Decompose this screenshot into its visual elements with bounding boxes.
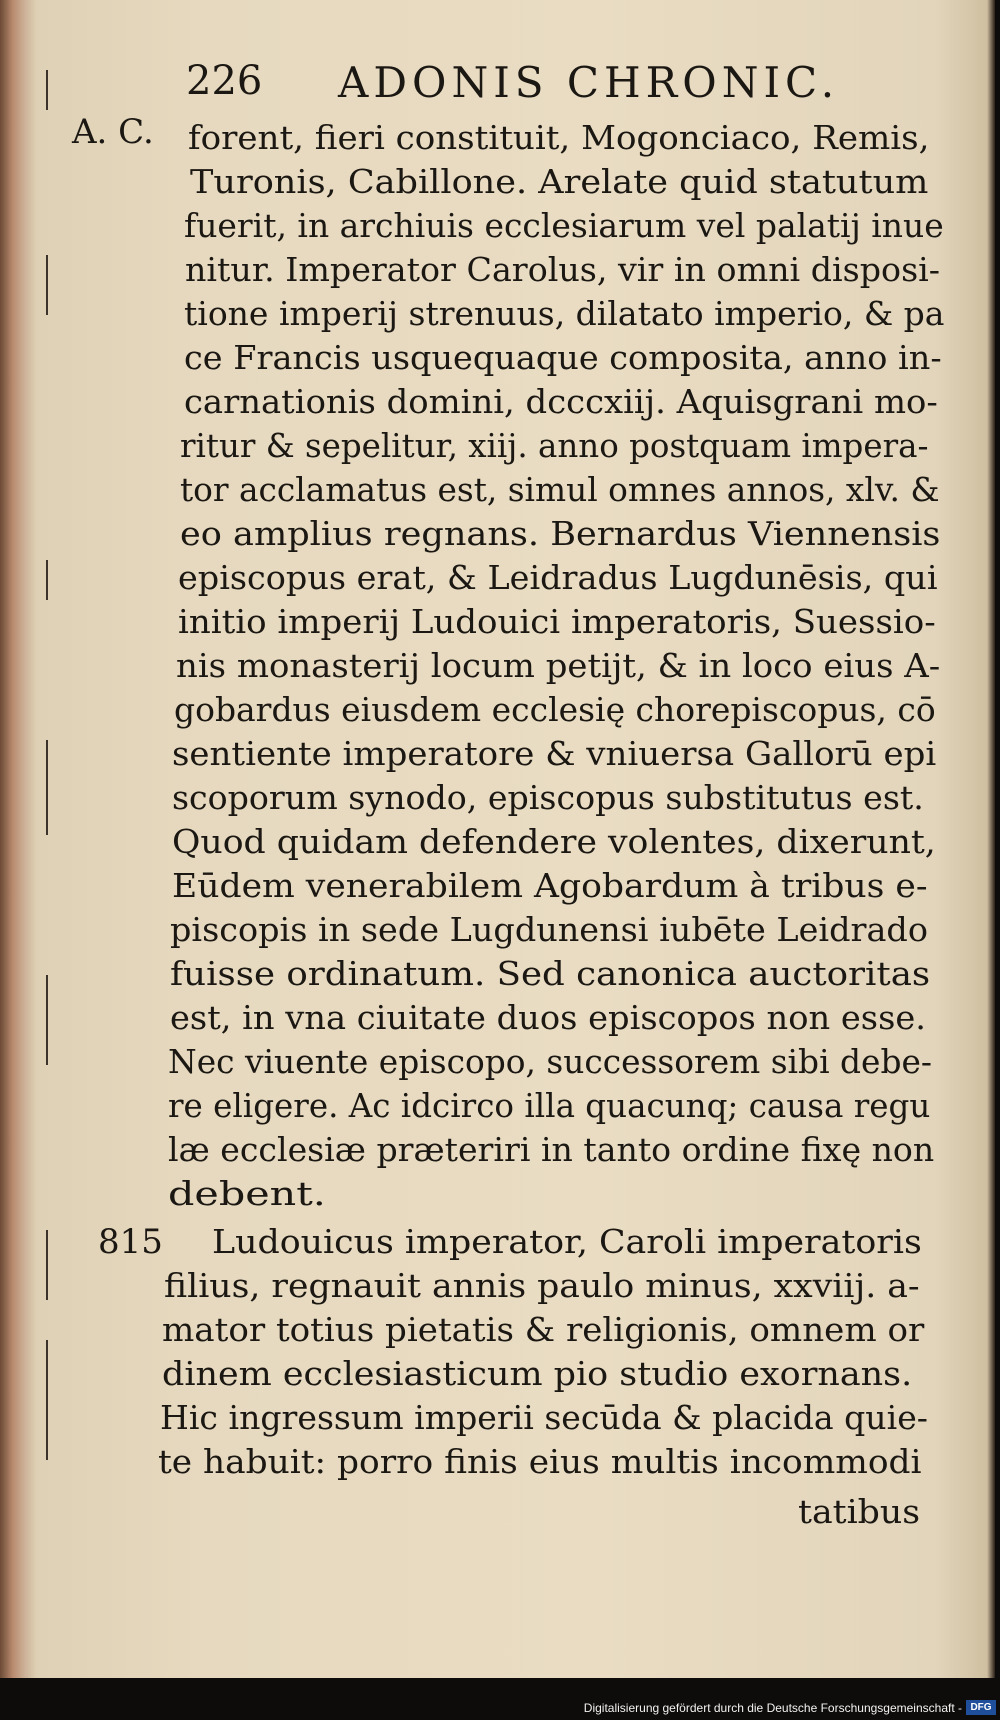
- text-line: debent.: [168, 1174, 326, 1213]
- dfg-logo: DFG: [966, 1700, 996, 1715]
- text-line: eo amplius regnans. Bernardus Viennensis: [180, 514, 941, 553]
- margin-rule: [46, 70, 48, 110]
- text-line: piscopis in sede Lugdunensi iubēte Leidrado: [170, 910, 928, 949]
- text-line: episcopus erat, & Leidradus Lugdunēsis, qui: [178, 558, 938, 597]
- margin-rule: [46, 560, 48, 600]
- text-line: ritur & sepelitur, xiij. anno postquam impera-: [180, 426, 929, 465]
- text-line: scoporum synodo, episcopus substitutus est.: [172, 778, 924, 817]
- text-line: Quod quidam defendere volentes, dixerunt,: [172, 822, 936, 861]
- text-line: tatibus: [798, 1492, 921, 1531]
- text-line: ce Francis usquequaque composita, anno in-: [184, 338, 942, 377]
- text-line: Eūdem venerabilem Agobardum à tribus e-: [172, 866, 928, 905]
- margin-rule: [46, 1340, 48, 1460]
- text-line: Hic ingressum imperii secūda & placida quie-: [160, 1398, 928, 1437]
- running-title: ADONIS CHRONIC.: [338, 58, 840, 107]
- text-line: Ludouicus imperator, Caroli imperatoris: [212, 1222, 922, 1261]
- text-line: gobardus eiusdem ecclesię chorepiscopus, cō: [174, 690, 936, 729]
- text-line: nitur. Imperator Carolus, vir in omni disposi-: [185, 250, 941, 289]
- text-line: tor acclamatus est, simul omnes annos, xlv. &: [180, 470, 940, 509]
- text-line: fuisse ordinatum. Sed canonica auctoritas: [170, 954, 931, 993]
- page-header: [186, 58, 866, 108]
- margin-note: A. C.: [72, 112, 154, 152]
- text-line: mator totius pietatis & religionis, omnem or: [162, 1310, 925, 1349]
- text-line: nis monasterij locum petijt, & in loco eius A-: [176, 646, 941, 685]
- margin-year: 815: [98, 1222, 163, 1262]
- text-line: læ ecclesiæ præteriri in tanto ordine fixę non: [168, 1130, 935, 1169]
- text-line: est, in vna ciuitate duos episcopos non esse.: [170, 998, 926, 1037]
- text-line: Turonis, Cabillone. Arelate quid statutum: [190, 162, 929, 201]
- text-line: forent, fieri constituit, Mogonciaco, Remis,: [188, 118, 930, 157]
- text-line: tione imperij strenuus, dilatato imperio, & pa: [184, 294, 945, 333]
- text-line: filius, regnauit annis paulo minus, xxviij. a-: [164, 1266, 920, 1305]
- page-binding-edge: [0, 0, 36, 1678]
- text-line: re eligere. Ac idcirco illa quacunq; causa regu: [168, 1086, 931, 1125]
- text-line: sentiente imperatore & vniuersa Gallorū epi: [172, 734, 937, 773]
- page-outer-edge: [987, 0, 995, 1678]
- margin-rule: [46, 975, 48, 1065]
- text-line: te habuit: porro finis eius multis incommodi: [158, 1442, 922, 1481]
- text-line: initio imperij Ludouici imperatoris, Suessio-: [178, 602, 936, 641]
- page-number: 226: [186, 58, 263, 104]
- margin-rule: [46, 255, 48, 315]
- text-line: dinem ecclesiasticum pio studio exornans.: [162, 1354, 913, 1393]
- margin-rule: [46, 1230, 48, 1300]
- text-line: fuerit, in archiuis ecclesiarum vel palatij inue: [184, 206, 944, 245]
- text-line: Nec viuente episcopo, successorem sibi debe-: [168, 1042, 932, 1081]
- text-line: carnationis domini, dcccxiij. Aquisgrani mo-: [184, 382, 938, 421]
- margin-rule: [46, 740, 48, 835]
- digitization-credit: Digitalisierung gefördert durch die Deutsche Forschungsgemeinschaft -: [583, 1701, 962, 1715]
